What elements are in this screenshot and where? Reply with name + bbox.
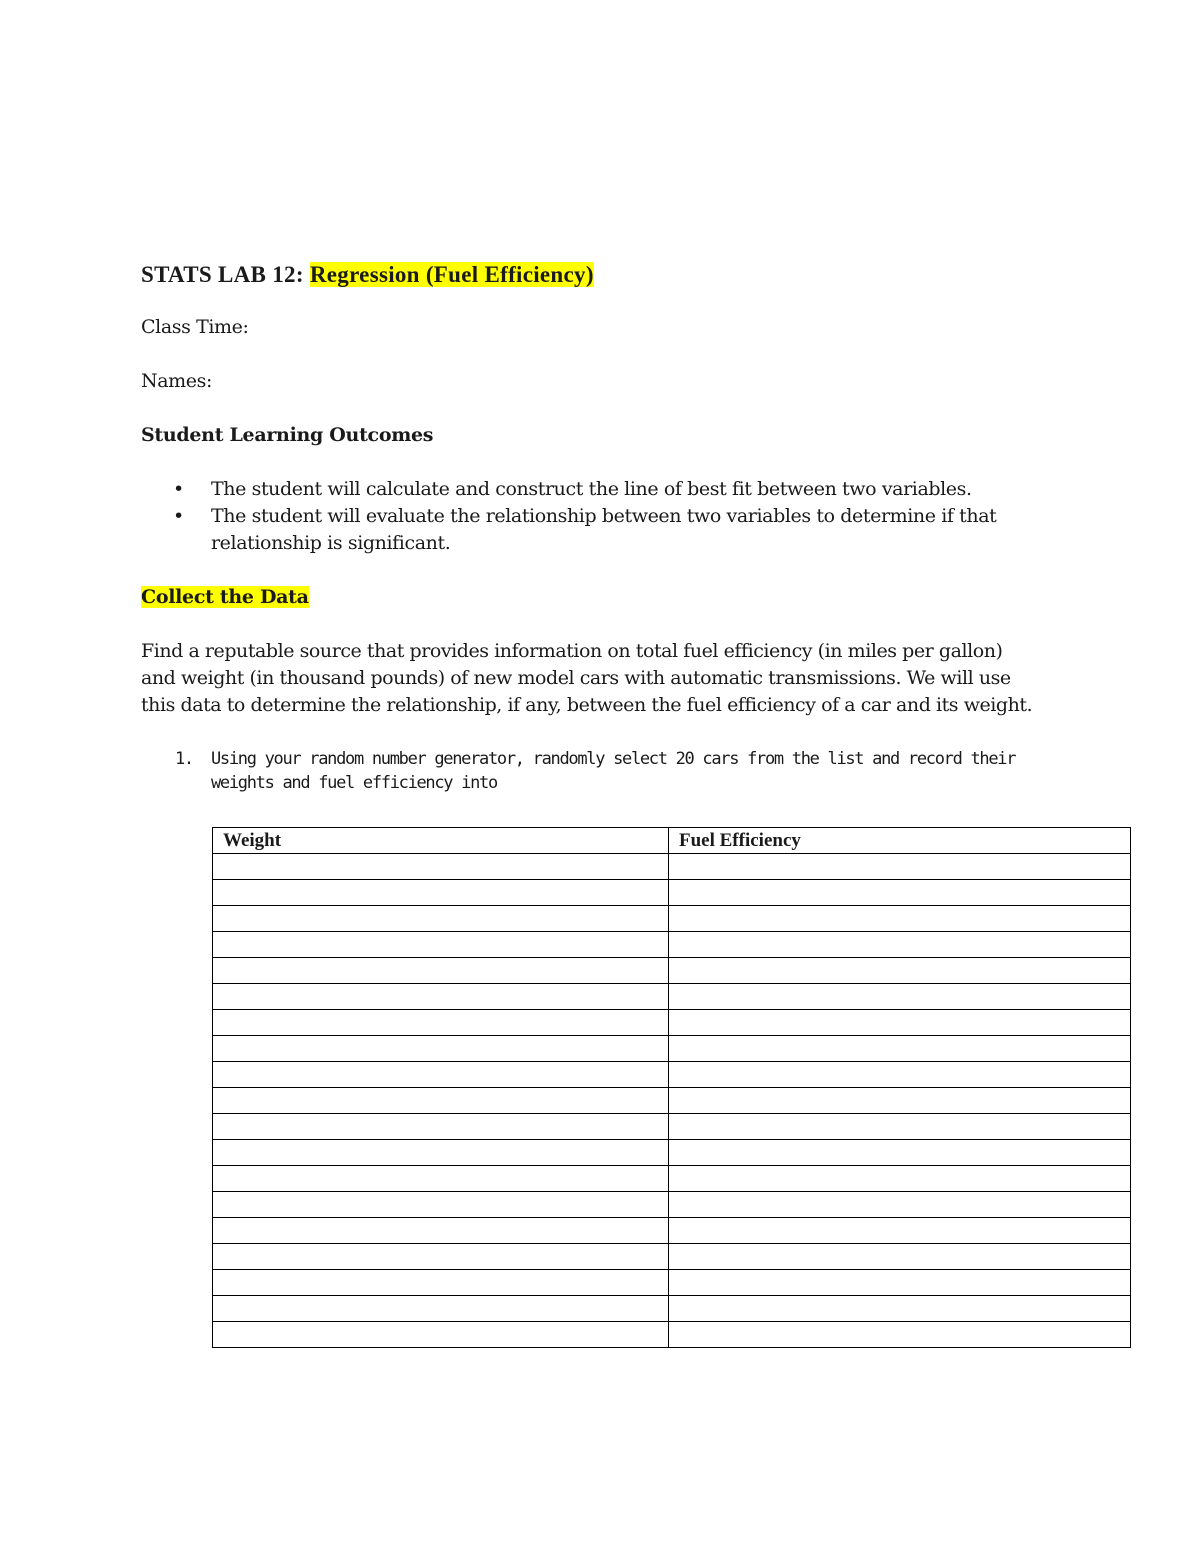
weight-cell[interactable] [213,1036,669,1062]
table-row [213,932,1131,958]
data-table [212,827,1131,1348]
step-text: weights and fuel efficiency into [211,773,497,793]
outcomes-list [141,476,1141,557]
column-header-weight: Weight [213,828,669,854]
bullet-icon: • [173,505,184,527]
weight-cell[interactable] [213,1140,669,1166]
class-time-label: Class Time: [141,316,249,338]
step-number: 1. [175,749,193,769]
weight-cell[interactable] [213,1218,669,1244]
outcome-text: The student will calculate and construct the line of best fit between two variables. [211,478,972,500]
weight-cell[interactable] [213,1114,669,1140]
table-row [213,1218,1131,1244]
fuel-efficiency-cell[interactable] [669,854,1131,880]
table-body [213,854,1131,1348]
step-1 [141,747,1141,795]
table-row [213,906,1131,932]
outcomes-heading: Student Learning Outcomes [141,424,434,446]
weight-cell[interactable] [213,1192,669,1218]
table-row [213,1036,1131,1062]
outcome-text: relationship is significant. [211,532,451,554]
table-row [213,1270,1131,1296]
weight-cell[interactable] [213,1062,669,1088]
names-label: Names: [141,370,212,392]
weight-cell[interactable] [213,1296,669,1322]
fuel-efficiency-cell[interactable] [669,1010,1131,1036]
weight-cell[interactable] [213,1088,669,1114]
table-row [213,1244,1131,1270]
fuel-efficiency-cell[interactable] [669,880,1131,906]
table-row [213,1088,1131,1114]
table-row [213,958,1131,984]
table-row [213,1192,1131,1218]
page-title [141,258,1141,292]
fuel-efficiency-cell[interactable] [669,906,1131,932]
fuel-efficiency-cell[interactable] [669,1244,1131,1270]
weight-cell[interactable] [213,1244,669,1270]
weight-cell[interactable] [213,1010,669,1036]
table-row [213,1062,1131,1088]
table-header-row [213,828,1131,854]
collect-paragraph [141,638,1141,719]
bullet-icon: • [173,478,184,500]
table-row [213,1010,1131,1036]
list-item [141,476,1141,503]
fuel-efficiency-cell[interactable] [669,1140,1131,1166]
fuel-efficiency-cell[interactable] [669,932,1131,958]
step-text: Using your random number generator, randomly select 20 cars from the list and record their [211,749,1016,769]
column-header-fuel-efficiency: Fuel Efficiency [669,828,1131,854]
table-row [213,1322,1131,1348]
outcome-text: The student will evaluate the relationship between two variables to determine if that [211,505,997,527]
fuel-efficiency-cell[interactable] [669,1088,1131,1114]
fuel-efficiency-cell[interactable] [669,984,1131,1010]
fuel-efficiency-cell[interactable] [669,958,1131,984]
fuel-efficiency-cell[interactable] [669,1270,1131,1296]
weight-cell[interactable] [213,984,669,1010]
table-row [213,984,1131,1010]
table-row [213,1296,1131,1322]
weight-cell[interactable] [213,880,669,906]
fuel-efficiency-cell[interactable] [669,1114,1131,1140]
table-row [213,854,1131,880]
fuel-efficiency-cell[interactable] [669,1218,1131,1244]
document-page [141,258,1141,851]
weight-cell[interactable] [213,906,669,932]
title-highlight: Regression (Fuel Efficiency) [309,262,594,287]
list-item [141,503,1141,557]
fuel-efficiency-cell[interactable] [669,1036,1131,1062]
table-row [213,1114,1131,1140]
weight-cell[interactable] [213,1270,669,1296]
collect-heading: Collect the Data [141,586,309,608]
fuel-efficiency-cell[interactable] [669,1166,1131,1192]
weight-cell[interactable] [213,1166,669,1192]
weight-cell[interactable] [213,958,669,984]
paragraph-line: and weight (in thousand pounds) of new model cars with automatic transmissions. We will use [141,667,1011,689]
weight-cell[interactable] [213,854,669,880]
fuel-efficiency-cell[interactable] [669,1322,1131,1348]
fuel-efficiency-cell[interactable] [669,1192,1131,1218]
table-row [213,880,1131,906]
weight-cell[interactable] [213,1322,669,1348]
table-row [213,1140,1131,1166]
title-prefix: STATS LAB 12: [141,262,304,287]
paragraph-line: this data to determine the relationship, if any, between the fuel efficiency of a car and its weight. [141,694,1033,716]
fuel-efficiency-cell[interactable] [669,1296,1131,1322]
weight-cell[interactable] [213,932,669,958]
fuel-efficiency-cell[interactable] [669,1062,1131,1088]
table-row [213,1166,1131,1192]
paragraph-line: Find a reputable source that provides information on total fuel efficiency (in miles per gallon) [141,640,1003,662]
